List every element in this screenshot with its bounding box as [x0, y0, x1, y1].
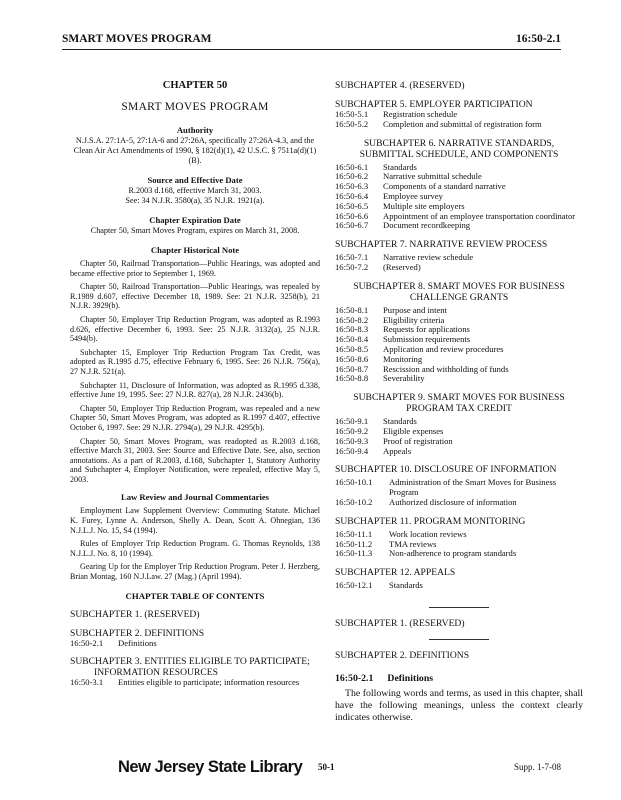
law-review-heading: Law Review and Journal Commentaries: [121, 492, 269, 503]
toc-entry: [335, 549, 583, 559]
header-section-number: 16:50-2.1: [515, 33, 561, 45]
section-title: Requests for applications: [383, 324, 470, 335]
library-stamp: New Jersey State Library: [118, 758, 303, 776]
section-title: Application and review procedures: [383, 343, 504, 354]
toc-entry: [335, 253, 583, 263]
section-title: Standards: [383, 161, 417, 172]
section-divider: [429, 607, 489, 608]
toc-entry: [335, 417, 583, 427]
section-title: Definitions: [118, 637, 157, 648]
section-number: 16:50-9.1: [335, 416, 369, 427]
toc-heading: CHAPTER TABLE OF CONTENTS: [125, 590, 265, 601]
source-text-2: See: 34 N.J.R. 3580(a), 35 N.J.R. 1921(a).: [125, 196, 265, 205]
section-title: Rescission and withholding of funds: [383, 363, 509, 374]
toc-entry: [335, 447, 583, 457]
subchapter-heading-line: PROGRAM TAX CREDIT: [406, 403, 512, 415]
section-body-text: The following words and terms, as used in this chapter, shall have the following meanings, unless the context clearly indicates otherwise.: [335, 687, 583, 723]
toc-subchapter-5: SUBCHAPTER 5. EMPLOYER PARTICIPATION: [335, 99, 533, 110]
section-title: Standards: [389, 580, 423, 591]
section-divider: [429, 639, 489, 640]
header-rule: [62, 49, 561, 50]
section-number: 16:50-7.2: [335, 261, 369, 272]
toc-subchapter-7: SUBCHAPTER 7. NARRATIVE REVIEW PROCESS: [335, 239, 548, 251]
toc-subchapter-1: SUBCHAPTER 1. (RESERVED): [70, 608, 200, 620]
section-title: Narrative review schedule: [383, 252, 474, 263]
section-number: 16:50-6.1: [335, 161, 369, 172]
section-number: 16:50-6.2: [335, 171, 369, 182]
section-number: 16:50-8.1: [335, 304, 369, 315]
section-number: 16:50-2.1: [335, 672, 374, 684]
historical-paragraph: Subchapter 11, Disclosure of Information, was adopted as R.1995 d.338, effective June 19, 1995. See: 27 N.J.R. 827(a), 28 N.J.R. 2436(b).: [70, 380, 320, 400]
section-number: 16:50-3.1: [70, 677, 104, 688]
toc-entry: [335, 478, 583, 498]
toc-entry: [70, 639, 320, 649]
toc-subchapter-11: SUBCHAPTER 11. PROGRAM MONITORING: [335, 515, 526, 527]
toc-entry: [70, 678, 320, 688]
section-number: 16:50-9.2: [335, 425, 369, 436]
section-title: TMA reviews: [389, 538, 437, 549]
body-subchapter-1: SUBCHAPTER 1. (RESERVED): [335, 617, 465, 629]
section-title: Non-adherence to program standards: [389, 548, 517, 559]
toc-subchapter-10: SUBCHAPTER 10. DISCLOSURE OF INFORMATION: [335, 464, 557, 476]
toc-entries-7: [335, 253, 583, 273]
section-number: 16:50-8.5: [335, 343, 369, 354]
historical-note: [70, 259, 320, 484]
subchapter-heading-line: SUBMITTAL SCHEDULE, AND COMPONENTS: [359, 148, 559, 160]
authority-heading: Authority: [176, 125, 214, 135]
section-title: Work location reviews: [389, 528, 467, 539]
section-title: Multiple site employers: [383, 200, 465, 211]
expiration-text: Chapter 50, Smart Moves Program, expires on March 31, 2008.: [90, 226, 300, 235]
subchapter-heading-line: SUBCHAPTER 6. NARRATIVE STANDARDS,: [363, 137, 555, 149]
section-title: Employee survey: [383, 190, 443, 201]
toc-entry: [335, 345, 583, 355]
toc-entry: [335, 427, 583, 437]
law-review-list: [70, 506, 320, 581]
toc-entry: [335, 530, 583, 540]
toc-entries-6: [335, 163, 583, 232]
toc-subchapter-2: SUBCHAPTER 2. DEFINITIONS: [70, 627, 205, 639]
toc-entry: [335, 498, 583, 508]
section-number: 16:50-6.3: [335, 181, 369, 192]
historical-paragraph: Subchapter 15, Employer Trip Reduction Program Tax Credit, was adopted as R.1995 d.75, effective February 6, 1995. See: 26 N.J.R. 756(a), 27 N.J.R. 521(a).: [70, 347, 320, 376]
section-number: 16:50-6.4: [335, 190, 369, 201]
toc-subchapter-8: [335, 281, 583, 303]
section-number: 16:50-8.4: [335, 334, 369, 345]
subchapter-heading-line: SUBCHAPTER 3. ENTITIES ELIGIBLE TO PARTICIPATE;: [70, 656, 310, 668]
section-number: 16:50-5.2: [335, 118, 369, 129]
section-title: Submission requirements: [383, 334, 471, 345]
left-column: [70, 62, 320, 688]
section-number: 16:50-5.1: [335, 109, 369, 119]
historical-paragraph: Chapter 50, Smart Moves Program, was readopted as R.2003 d.168, effective March 31, 2003. See: Source and Effective Date. See, also, section annotations. As a part of R.2003, d.168, Subchapter 1, Statutory Authority and Subchapter 4, Employer Notification, were repealed, effective May 5, 2003.: [70, 436, 320, 484]
section-title: Eligibility criteria: [383, 314, 445, 325]
section-title: Appeals: [383, 445, 412, 456]
toc-entry: [335, 120, 583, 130]
section-number: 16:50-6.5: [335, 200, 369, 211]
section-number: 16:50-8.7: [335, 363, 369, 374]
source-text-1: R.2003 d.168, effective March 31, 2003.: [128, 186, 262, 195]
toc-entries-9: [335, 417, 583, 456]
section-title: Authorized disclosure of information: [389, 496, 517, 507]
authority-text: N.J.S.A. 27:1A-5, 27:1A-6 and 27:26A, specifically 27:26A-4.3, and the Clean Air Act Amendments of 1990, § 182(d)(1), 42 U.S.C. § 7511a(d)(1)(B).: [73, 136, 317, 165]
section-number: 16:50-8.6: [335, 353, 369, 364]
toc-entry: [335, 221, 583, 231]
toc-subchapter-3: [70, 656, 320, 678]
section-number: 16:50-6.6: [335, 210, 369, 221]
running-header: [62, 33, 561, 49]
toc-subchapter-12: SUBCHAPTER 12. APPEALS: [335, 567, 456, 579]
toc-entry: [335, 182, 583, 192]
law-review-paragraph: Rules of Employer Trip Reduction Program. G. Thomas Reynolds, 138 N.J.L.J. No. 8, 10 (1994).: [70, 539, 320, 558]
section-title: Administration of the Smart Moves for Business Program: [389, 477, 557, 498]
section-number: 16:50-9.4: [335, 445, 369, 456]
chapter-title: SMART MOVES PROGRAM: [121, 101, 269, 113]
section-title: Appointment of an employee transportation coordinator: [383, 210, 576, 221]
section-number: 16:50-11.2: [335, 538, 373, 549]
supplement-date: Supp. 1-7-08: [514, 762, 561, 772]
toc-subchapter-4: SUBCHAPTER 4. (RESERVED): [335, 80, 465, 91]
section-number: 16:50-8.2: [335, 314, 369, 325]
section-title: Severability: [383, 373, 425, 384]
section-title: Completion and submittal of registration form: [383, 118, 542, 129]
historical-note-heading: Chapter Historical Note: [150, 245, 240, 255]
section-number: 16:50-6.7: [335, 220, 369, 231]
toc-entries-12: [335, 581, 583, 591]
historical-paragraph: Chapter 50, Employer Trip Reduction Program, was adopted as R.1993 d.626, effective December 6, 1993. See: 25 N.J.R. 3132(a), 25 N.J.R. 5494(b).: [70, 314, 320, 344]
section-number: 16:50-8.3: [335, 324, 369, 335]
section-number: 16:50-2.1: [70, 637, 104, 648]
section-title: Definitions: [387, 672, 434, 684]
toc-entry: [335, 581, 583, 591]
subchapter-heading-line: SUBCHAPTER 9. SMART MOVES FOR BUSINESS: [353, 392, 565, 404]
toc-entry: [335, 437, 583, 447]
section-title: Monitoring: [383, 353, 423, 364]
expiration-heading: Chapter Expiration Date: [149, 215, 241, 225]
toc-entry: [335, 365, 583, 375]
section-title: (Reserved): [383, 261, 421, 272]
subchapter-heading-line: CHALLENGE GRANTS: [409, 291, 509, 303]
page-number: 50-1: [318, 762, 335, 772]
section-title: Document recordkeeping: [383, 220, 471, 231]
toc-entries-5: [335, 110, 583, 130]
section-number: 16:50-8.8: [335, 373, 369, 384]
section-heading: [335, 673, 583, 684]
law-review-paragraph: Employment Law Supplement Overview: Commuting Statute. Michael K. Furey, Lynne A. Anderson, Shelly A. Dean, Scott A. Ohnegian, 136 N.J.L.J. No. 15, S4 (1994).: [70, 506, 320, 535]
section-number: 16:50-10.2: [335, 496, 373, 507]
section-number: 16:50-7.1: [335, 252, 369, 263]
right-column: [335, 80, 583, 724]
toc-subchapter-9: [335, 392, 583, 414]
law-review-paragraph: Gearing Up for the Employer Trip Reduction Program. Peter J. Herzberg, Brian Montag, 160 N.J.Law. 27 (Mag.) (April 1994).: [70, 562, 320, 582]
toc-entries-10: [335, 478, 583, 507]
toc-entries-8: [335, 306, 583, 384]
section-number: 16:50-11.3: [335, 548, 373, 559]
section-title: Components of a standard narrative: [383, 181, 506, 192]
toc-subchapter-6: [335, 138, 583, 160]
chapter-number: CHAPTER 50: [162, 80, 228, 91]
section-title: Proof of registration: [383, 435, 453, 446]
section-title: Standards: [383, 416, 417, 427]
section-title: Entities eligible to participate; information resources: [118, 677, 300, 688]
body-subchapter-2: SUBCHAPTER 2. DEFINITIONS: [335, 649, 470, 661]
toc-entries-11: [335, 530, 583, 559]
section-number: 16:50-11.1: [335, 528, 373, 539]
historical-paragraph: Chapter 50, Railroad Transportation—Public Hearings, was repealed by R.1989 d.607, effective December 18, 1989. See: 21 N.J.R. 3258(b), 21 N.J.R. 3929(b).: [70, 282, 320, 311]
source-heading: Source and Effective Date: [147, 175, 243, 185]
toc-entry: [335, 263, 583, 273]
section-number: 16:50-10.1: [335, 477, 373, 488]
section-title: Purpose and intent: [383, 304, 447, 315]
subchapter-heading-line: INFORMATION RESOURCES: [94, 667, 218, 679]
page-footer: [0, 758, 621, 782]
historical-paragraph: Chapter 50, Railroad Transportation—Public Hearings, was adopted and became effective prior to September 1, 1969.: [70, 259, 320, 278]
section-title: Narrative submittal schedule: [383, 171, 482, 182]
header-title: SMART MOVES PROGRAM: [62, 33, 212, 45]
section-number: 16:50-9.3: [335, 435, 369, 446]
toc-entry: [335, 374, 583, 384]
subchapter-heading-line: SUBCHAPTER 8. SMART MOVES FOR BUSINESS: [353, 280, 565, 292]
historical-paragraph: Chapter 50, Employer Trip Reduction Program, was repealed and a new Chapter 50, Smart Moves Program, was adopted as R.1997 d.407, effective October 6, 1997. See: 29 N.J.R. 2794(a), 29 N.J.R. 4295(b).: [70, 403, 320, 432]
toc-entry: [335, 306, 583, 316]
section-number: 16:50-12.1: [335, 580, 373, 591]
section-title: Registration schedule: [383, 109, 458, 119]
section-title: Eligible expenses: [383, 425, 444, 436]
